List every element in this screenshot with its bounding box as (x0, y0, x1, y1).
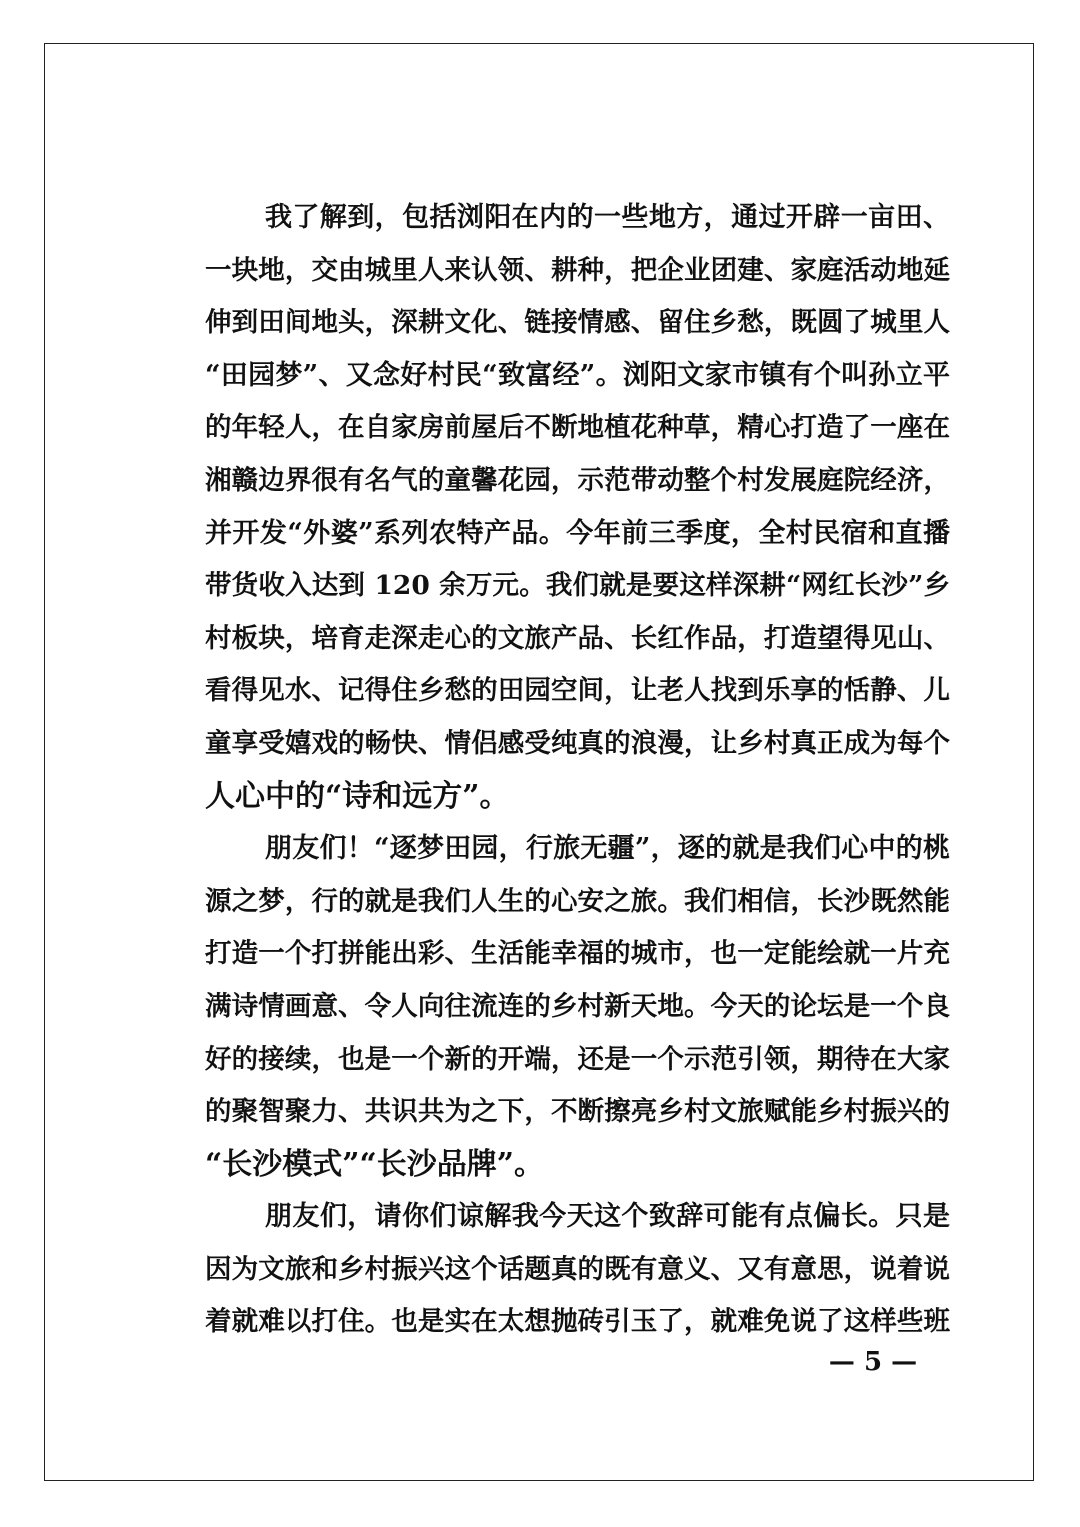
text-line: 带货收入达到 120 余万元。我们就是要这样深耕“网红长沙”乡 (205, 570, 950, 602)
text-line: 源之梦，行的就是我们人生的心安之旅。我们相信，长沙既然能 (205, 885, 950, 917)
text-line: 因为文旅和乡村振兴这个话题真的既有意义、又有意思，说着说 (205, 1253, 950, 1285)
text-line: 伸到田间地头，深耕文化、链接情感、留住乡愁，既圆了城里人 (205, 307, 950, 339)
document-body (145, 192, 950, 1349)
paragraph-2 (145, 823, 950, 1191)
text-line: 一块地，交由城里人来认领、耕种，把企业团建、家庭活动地延 (205, 254, 950, 286)
text-line: 着就难以打住。也是实在太想抛砖引玉了，就难免说了这样些班 (205, 1306, 950, 1338)
text-line: 湘赣边界很有名气的童馨花园，示范带动整个村发展庭院经济， (205, 464, 950, 496)
text-line: 朋友们，请你们谅解我今天这个致辞可能有点偏长。只是 (265, 1201, 950, 1233)
paragraph-3 (145, 1191, 950, 1349)
text-line: 好的接续，也是一个新的开端，还是一个示范引领，期待在大家 (205, 1043, 950, 1075)
text-line: 我了解到，包括浏阳在内的一些地方，通过开辟一亩田、 (265, 202, 950, 233)
text-line: 并开发“外婆”系列农特产品。今年前三季度，全村民宿和直播 (205, 517, 950, 549)
text-line: 打造一个打拼能出彩、生活能幸福的城市，也一定能绘就一片充 (205, 938, 950, 970)
text-line: 看得见水、记得住乡愁的田园空间，让老人找到乐享的恬静、儿 (205, 675, 950, 707)
text-line: 人心中的“诗和远方”。 (205, 778, 510, 814)
text-line: 童享受嬉戏的畅快、情侣感受纯真的浪漫，让乡村真正成为每个 (205, 727, 950, 759)
text-line: “长沙模式”“长沙品牌”。 (205, 1146, 545, 1182)
text-line: 满诗情画意、令人向往流连的乡村新天地。今天的论坛是一个良 (205, 990, 950, 1022)
text-line: 的聚智聚力、共识共为之下，不断擦亮乡村文旅赋能乡村振兴的 (205, 1096, 950, 1128)
paragraph-1 (145, 192, 950, 823)
text-line: 朋友们！“逐梦田园，行旅无疆”，逐的就是我们心中的桃 (265, 833, 950, 865)
text-line: “田园梦”、又念好村民“致富经”。浏阳文家市镇有个叫孙立平 (205, 359, 950, 391)
text-line: 村板块，培育走深走心的文旅产品、长红作品，打造望得见山、 (205, 622, 950, 654)
page-number: — 5 — (828, 1347, 918, 1377)
text-line: 的年轻人，在自家房前屋后不断地植花种草，精心打造了一座在 (205, 412, 950, 444)
